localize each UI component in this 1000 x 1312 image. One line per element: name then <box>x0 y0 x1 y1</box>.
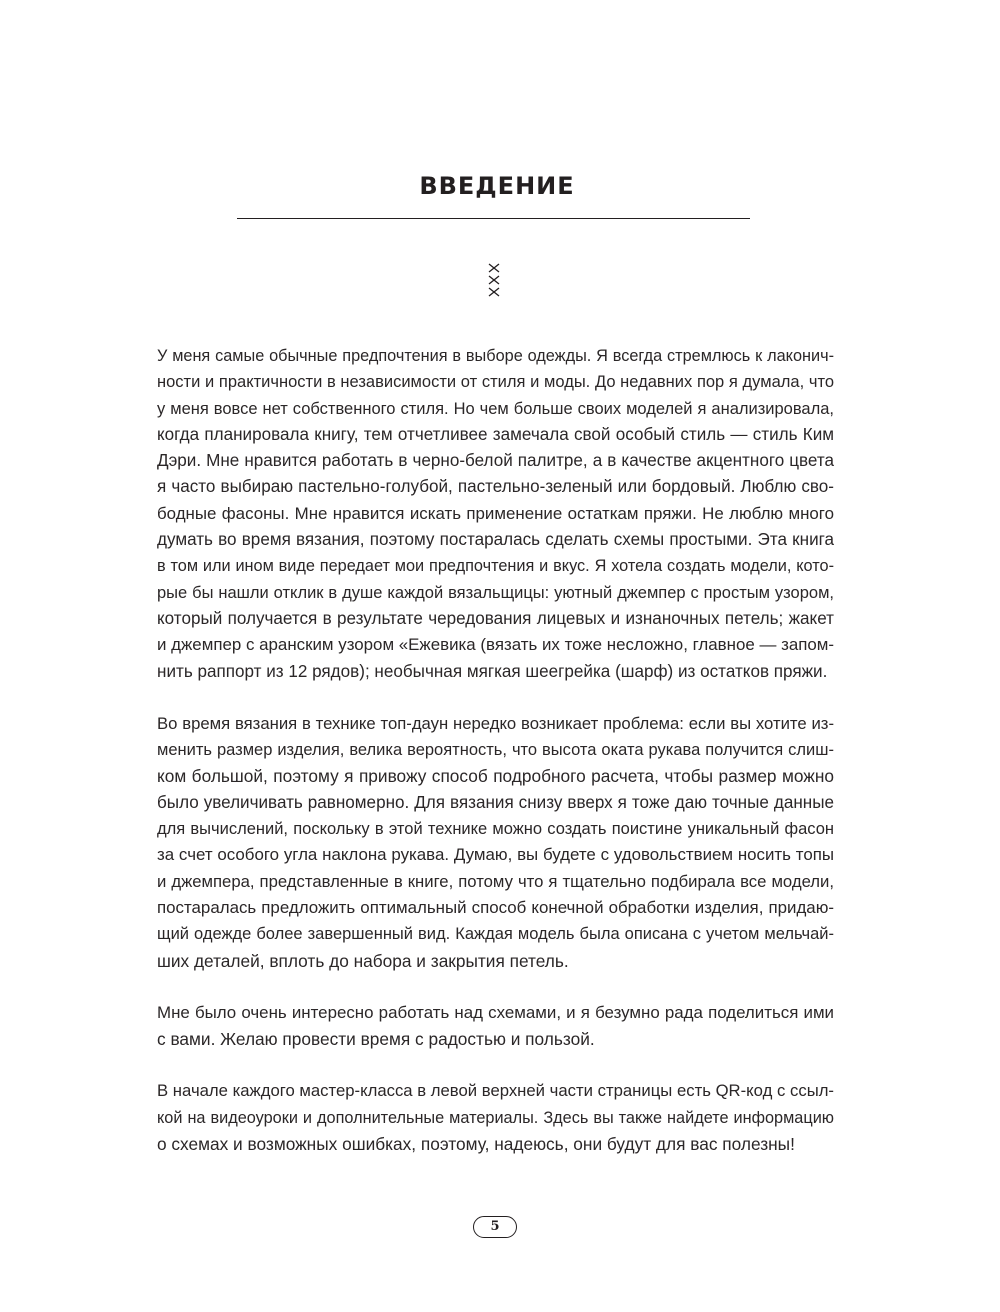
text-line: бодные фасоны. Мне нравится искать применение остаткам пряжи. Не люблю много <box>157 503 834 523</box>
text-line: В начале каждого мастер-класса в левой верхней части страницы есть QR-код с ссыл- <box>157 1081 834 1101</box>
paragraph <box>157 1000 834 1053</box>
text-line: думать во время вязания, поэтому постаралась сделать схемы простыми. Эта книга <box>157 530 834 550</box>
text-line: У меня самые обычные предпочтения в выборе одежды. Я всегда стремлюсь к лаконич- <box>157 347 834 365</box>
page-title: ВВЕДЕНИЕ <box>419 172 575 200</box>
text-line: Мне было очень интересно работать над схемами, и я безумно рада поделиться ими <box>157 1002 834 1022</box>
page-number: 5 <box>473 1216 517 1238</box>
text-line: за счет особого угла наклона рукава. Думаю, вы будете с удовольствием носить топы <box>157 845 834 865</box>
cross-stitch-icon <box>486 262 502 300</box>
text-line: о схемах и возможных ошибках, поэтому, надеюсь, они будут для вас полезны! <box>157 1134 795 1155</box>
text-line: нить раппорт из 12 рядов); необычная мягкая шеегрейка (шарф) из остатков пряжи. <box>157 661 828 681</box>
text-line: Дэри. Мне нравится работать в черно-белой палитре, а в качестве акцентного цвета <box>157 451 834 471</box>
paragraph <box>157 343 834 685</box>
text-line: постаралась предложить оптимальный способ конечной обработки изделия, придаю- <box>157 897 834 917</box>
text-line: рые бы нашли отклик в душе каждой вязальщицы: уютный джемпер с простым узором, <box>157 583 834 602</box>
text-line: кой на видеоуроки и дополнительные материалы. Здесь вы также найдете информацию <box>157 1108 834 1127</box>
text-line: менить размер изделия, велика вероятность, что высота оката рукава получится слиш- <box>157 741 834 760</box>
text-line: я часто выбираю пастельно-голубой, пастельно-зеленый или бордовый. Люблю сво- <box>157 477 834 497</box>
text-line: ших деталей, вплоть до набора и закрытия петель. <box>157 950 569 971</box>
text-line: ности и практичности в независимости от стиля и моды. До недавних пор я думала, что <box>157 373 834 392</box>
text-line: для вычислений, поскольку в этой технике можно создать поистине уникальный фасон <box>157 820 834 839</box>
text-line: у меня вовсе нет собственного стиля. Но чем больше своих моделей я анализировала, <box>157 399 834 418</box>
text-line: и джемпера, представленные в книге, потому что я тщательно подбирала все модели, <box>157 871 834 891</box>
text-line: когда планировала книгу, тем отчетливее замечала свой особый стиль — стиль Ким <box>157 424 834 444</box>
body-text <box>157 343 834 1183</box>
text-line: ком большой, поэтому я привожу способ подробного расчета, чтобы размер можно <box>157 766 834 787</box>
paragraph <box>157 711 834 974</box>
text-line: было увеличивать равномерно. Для вязания снизу вверх я тоже даю точные данные <box>157 792 834 812</box>
text-line: щий одежде более завершенный вид. Каждая модель была описана с учетом мельчай- <box>157 925 834 944</box>
text-line: Во время вязания в технике топ-даун нередко возникает проблема: если вы хотите из- <box>157 713 834 733</box>
text-line: и джемпер с аранским узором «Ежевика (вязать их тоже несложно, главное — запом- <box>157 635 834 655</box>
paragraph <box>157 1078 834 1157</box>
title-divider <box>237 218 750 219</box>
text-line: в том или ином виде передает мои предпочтения и вкус. Я хотела создать модели, кото- <box>157 557 834 576</box>
text-line: который получается в результате чередования лицевых и изнаночных петель; жакет <box>157 608 834 628</box>
text-line: с вами. Желаю провести время с радостью и пользой. <box>157 1029 595 1050</box>
